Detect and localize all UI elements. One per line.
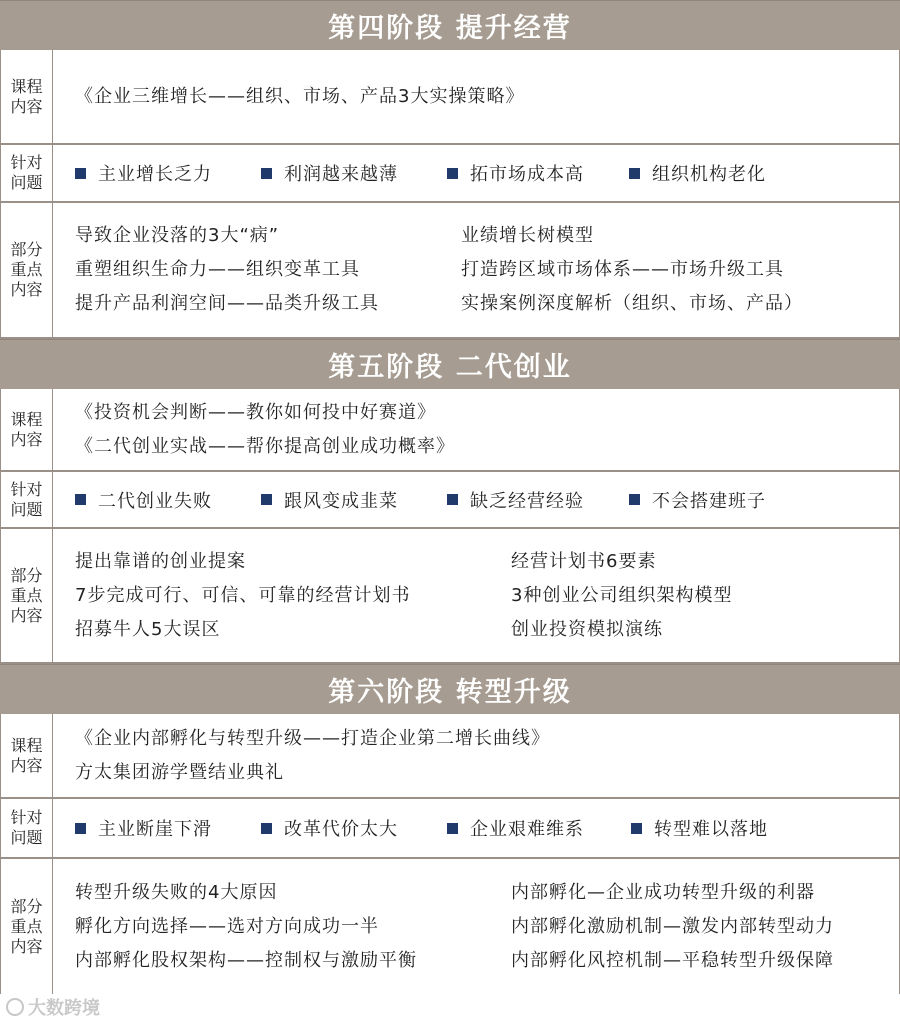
stage-title: 第四阶段 提升经营	[0, 0, 900, 50]
square-bullet-icon	[75, 823, 86, 834]
key-point: 提出靠谱的创业提案	[75, 550, 246, 572]
problem-item: 缺乏经营经验	[447, 487, 629, 513]
row-label: 针对问题	[1, 472, 53, 527]
course-content-row	[0, 714, 900, 799]
stage-title: 第五阶段 二代创业	[0, 339, 900, 389]
row-label: 针对问题	[1, 145, 53, 201]
key-points-row	[0, 529, 900, 664]
problem-item: 改革代价太大	[261, 815, 447, 841]
square-bullet-icon	[261, 494, 272, 505]
stage-5	[0, 339, 900, 664]
problem-item: 主业增长乏力	[75, 160, 261, 186]
row-label: 课程内容	[1, 714, 53, 797]
problem-item: 不会搭建班子	[629, 487, 766, 513]
problems-row	[0, 472, 900, 529]
square-bullet-icon	[261, 168, 272, 179]
watermark-logo-icon	[6, 998, 24, 1016]
course-item: 方太集团游学暨结业典礼	[75, 761, 284, 783]
problem-item: 拓市场成本高	[447, 160, 629, 186]
problem-item: 二代创业失败	[75, 487, 261, 513]
key-point: 3种创业公司组织架构模型	[511, 584, 733, 606]
course-item: 《企业内部孵化与转型升级——打造企业第二增长曲线》	[75, 727, 550, 749]
problem-item: 跟风变成韭菜	[261, 487, 447, 513]
problem-item: 企业艰难维系	[447, 815, 631, 841]
square-bullet-icon	[447, 823, 458, 834]
square-bullet-icon	[75, 168, 86, 179]
key-point: 导致企业没落的3大“病”	[75, 225, 280, 246]
square-bullet-icon	[631, 823, 642, 834]
row-label: 部分重点内容	[1, 859, 53, 994]
watermark	[6, 994, 100, 1020]
problem-item: 利润越来越薄	[261, 160, 447, 186]
key-point: 内部孵化激励机制—激发内部转型动力	[511, 915, 834, 937]
key-point: 经营计划书6要素	[511, 550, 657, 572]
key-point: 创业投资模拟演练	[511, 618, 663, 640]
key-points-row	[0, 203, 900, 339]
key-point: 业绩增长树模型	[461, 225, 594, 246]
row-label: 针对问题	[1, 799, 53, 857]
key-point: 重塑组织生命力——组织变革工具	[75, 259, 360, 280]
course-item: 《投资机会判断——教你如何投中好赛道》	[75, 401, 436, 423]
row-label: 部分重点内容	[1, 203, 53, 337]
key-point: 转型升级失败的4大原因	[75, 881, 278, 903]
row-label: 课程内容	[1, 50, 53, 143]
square-bullet-icon	[261, 823, 272, 834]
watermark-text: 大数跨境	[28, 998, 100, 1019]
key-points-row	[0, 859, 900, 994]
stage-title: 第六阶段 转型升级	[0, 664, 900, 714]
key-point: 内部孵化—企业成功转型升级的利器	[511, 881, 815, 903]
problem-item: 转型难以落地	[631, 815, 768, 841]
square-bullet-icon	[75, 494, 86, 505]
key-point: 7步完成可行、可信、可靠的经营计划书	[75, 584, 411, 606]
key-point: 招募牛人5大误区	[75, 618, 221, 640]
problem-item: 主业断崖下滑	[75, 815, 261, 841]
course-content-row	[0, 50, 900, 145]
square-bullet-icon	[447, 494, 458, 505]
key-point: 内部孵化股权架构——控制权与激励平衡	[75, 949, 417, 971]
problems-row	[0, 799, 900, 859]
course-content-row	[0, 389, 900, 472]
square-bullet-icon	[629, 494, 640, 505]
square-bullet-icon	[629, 168, 640, 179]
key-point: 孵化方向选择——选对方向成功一半	[75, 915, 379, 937]
stage-6	[0, 664, 900, 994]
row-label: 部分重点内容	[1, 529, 53, 662]
square-bullet-icon	[447, 168, 458, 179]
course-item: 《企业三维增长——组织、市场、产品3大实操策略》	[75, 85, 525, 107]
key-point: 内部孵化风控机制—平稳转型升级保障	[511, 949, 834, 971]
row-label: 课程内容	[1, 389, 53, 470]
course-item: 《二代创业实战——帮你提高创业成功概率》	[75, 435, 455, 457]
key-point: 打造跨区域市场体系——市场升级工具	[461, 259, 784, 280]
key-point: 实操案例深度解析（组织、市场、产品）	[461, 293, 803, 314]
stage-4	[0, 0, 900, 339]
problem-item: 组织机构老化	[629, 160, 766, 186]
key-point: 提升产品利润空间——品类升级工具	[75, 293, 379, 314]
problems-row	[0, 145, 900, 203]
